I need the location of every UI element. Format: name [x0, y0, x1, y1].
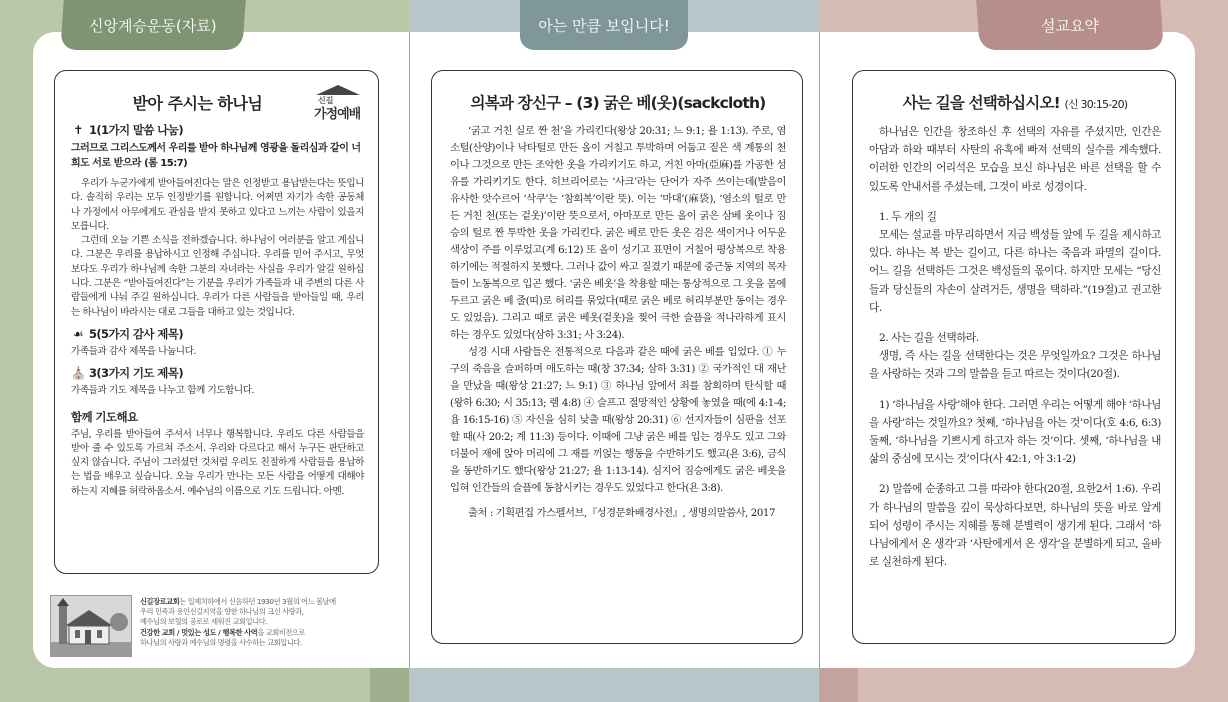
tab-sermon-summary: [976, 0, 1163, 50]
church-line-3: 예수님의 보혈의 공로로 세워진 교회입니다.: [140, 617, 268, 627]
middle-paragraph-2: 성경 시대 사람들은 전통적으로 다음과 같은 때에 굵은 베를 입었다. ① 누구의 죽음을 슬퍼하며 애도하는 때(창 37:34; 삼하 3:31) ② 국가적인 대 재난을 만났을 때(왕상 21:27; 느 9:1) ③ 하나님 앞에서 죄를 참회하며 탄식할 때(왕하 6:30; 시 35:13; 렘 4:8) ④ 슬프고 절망적인 상황에 놓였을 때(에 4:1-4; 욥 16:15-16) ⑤ 자신을 심히 낮출 때(왕상 20:31) ⑥ 선지자들이 심판을 선포할 때(사 20:2; 계 11:3) 등이다. 이때에 그냥 굵은 베를 입는 경우도 있고 그와 더불어 재에 앉아 머리에 그 재를 끼얹는 행동을 수반하기도 했고(욘 3:6), 금식을 동반하기도 했다(왕상 21:27; 욜 1:13-14). 심지어 짐승에게도 굵은 베옷을 입혀 인간들의 슬픔에 동참시키는 경우도 있었다고 한다(욘 3:8).: [450, 346, 786, 494]
right-heading-1: 1. 두 개의 길: [879, 210, 937, 223]
section-prayer-title: 3(3가지 기도 제목): [89, 366, 183, 381]
tab-label-left: 신앙계승운동(자료): [89, 16, 217, 35]
left-paragraph-1: 우리가 누군가에게 받아들여진다는 말은 인정받고 용납받는다는 뜻입니다. 솔직히 우리는 모두 인정받기를 원합니다. 어쩌면 자기가 속한 공동체나 가정에서 아무에게도 관심을 받지 못하고 있다고 느끼는 사람이 있을지 모릅니다.: [71, 178, 364, 232]
right-paragraph-4: 2) 말씀에 순종하고 그를 따라야 한다(20절, 요한2서 1:6). 우리가 하나님의 말씀을 깊이 묵상하다보면, 하나님의 뜻을 바로 알게 되어 성령이 주시는 지혜를 통해 분별력이 생기게 된다. 그래서 ‘하나님에게서 온 생각’과 ‘사탄에게서 온 생각’을 분별하게 되고, 올바로 실천하게 된다.: [869, 483, 1161, 569]
right-title-reference: (신 30:15-20): [1064, 98, 1128, 111]
right-title-wrap: [869, 91, 1161, 113]
left-title: 받아 주시는 하나님: [132, 94, 263, 113]
section-prayer: [71, 365, 364, 381]
prayer-together-text: 주님, 우리를 받아들여 주셔서 너무나 행복합니다. 우리도 다른 사람들을 받아 줄 수 있도록 가르쳐 주소서. 우리와 다르다고 해서 누구든 판단하고 싶지 않습니다. 주님이 그러셨던 것처럼 우리도 친절하게 사람들을 용납하는 법을 배우고 싶습니다. 오늘 우리가 만나는 모든 사람을 어떻게 대해야 하는지 지혜를 허락하옵소서. 예수님의 이름으로 기도 드립니다. 아멘.: [71, 428, 364, 497]
roof-icon: [316, 85, 360, 95]
church-name: 신길장로교회: [140, 597, 180, 606]
left-paragraph-2: 그런데 오늘 기쁜 소식을 전하겠습니다. 하나님이 여러분을 알고 계십니다. 그분은 우리를 용납하시고 인정해 주십니다. 우리를 믿어 주시고, 무엇보다도 우리가 하나님께 속한 그분의 자녀라는 사실을 우리가 알길 원하십니다. 그분은 “받아들여진다”는 기분을 우리가 가족들과 내 주변의 다른 사람들에게 나눠 주길 원하십니다. 우리가 다른 사람들을 받아들일 때, 우리는 하나님이 바라시는 대로 그들을 대하고 있는 것입니다.: [71, 235, 364, 318]
section-thanks: [71, 326, 364, 342]
logo-bottom-text: 가정예배: [314, 107, 361, 122]
right-intro: 하나님은 인간을 창조하신 후 선택의 자유를 주셨지만, 인간은 아담과 하와 때부터 사탄의 유혹에 빠져 선택의 실수를 계속했다. 이러한 인간의 어리석은 모습을 보신 하나님은 바른 선택을 할 수 있도록 안내서를 주셨는데, 그것이 바로 성경이다.: [869, 126, 1161, 193]
right-title: 사는 길을 선택하십시오!: [902, 94, 1060, 112]
church-line-2: 우리 민족과 용인신길지역을 향한 하나님의 크신 사랑과,: [140, 607, 304, 617]
bible-icon: ✝: [73, 123, 83, 137]
church-info: [50, 595, 380, 657]
church-photo: [50, 595, 132, 657]
church-line-4: 을 교회비전으로: [257, 627, 306, 637]
tab-know-more: [520, 0, 688, 50]
tab-label-right: 설교요약: [1041, 16, 1099, 35]
right-heading-2: 2. 사는 길을 선택하라.: [879, 332, 979, 345]
bottom-strip-right: [819, 668, 858, 702]
church-vision: 건강한 교회 / 멋있는 성도 / 행복한 사역: [140, 627, 258, 637]
middle-paragraph-1: ‘굵고 거친 실로 짠 천’을 가리킨다(왕상 20:31; 느 9:1; 욜 1:13). 주로, 염소털(산양)이나 낙타털로 만든 올이 거칠고 투박하며 어둡고 짙은 색 계통의 천이나 그것으로 만든 조악한 옷을 가리키기도 하고, 거친 아마(亞麻)를 가공한 섬유를 가리키기도 한다. 히브리어로는 ‘사크’라는 단어가 자주 쓰이는데(발음이 유사한 앗수르어 ‘삭쿠’는 ‘참회복’이란 뜻). 이는 ‘마대’(麻袋), ‘염소의 털로 만든 거친 천(또는 겉옷)’이란 뜻으로서, 아마포로 만든 올이 굵은 삼베 옷이나 짐승의 털로 짠 투박한 옷을 가리킨다. 굵은 베로 만든 옷은 검은 색이거나 어두운 색상이 주를 이루었고(계 6:12) 또 올이 성기고 표면이 거칠어 평상복으로 착용하기에는 적절하지 못했다. 그러나 값이 싸고 질겼기 때문에 중근동 지역의 목자들이 노동복으로 입곤 했다. ‘굵은 베옷’을 착용할 때는 통상적으로 그 옷을 몸에 두르고 굵은 베 줄(띠)로 허리를 묶었다(때로 굵은 베로 허리부분만 동이는 경우도 있었음). 그리고 때로 굵은 베옷(겉옷)을 찢어 극한 슬픔을 적나라하게 표시하는 경우도 있었다(삼하 3:31; 사 3:24).: [450, 125, 786, 341]
thanks-text: 가족들과 감사 제목을 나눕니다.: [71, 345, 197, 357]
section-word-title: 1(1가지 말씀 나눔): [89, 123, 183, 137]
bible-culture-box: [431, 70, 803, 644]
tab-faith-heritage: [60, 0, 245, 50]
church-building-icon: [51, 596, 131, 656]
prayer-together-heading: [71, 409, 364, 425]
prayer-together-title: 함께 기도해요: [71, 409, 138, 424]
section-thanks-title: 5(5가지 감사 제목): [89, 326, 183, 341]
prayer-topics-text: 가족들과 기도 제목을 나누고 함께 기도합니다.: [71, 385, 255, 397]
hands-icon: ☙: [72, 326, 84, 341]
logo-top-text: 신길: [318, 96, 334, 105]
church-line-1: 는 일제치하에서 신음하던 1930년 3월의 어느 봄날에: [179, 597, 336, 606]
tab-label-middle: 아는 만큼 보입니다!: [538, 16, 670, 35]
church-description: [140, 597, 380, 648]
middle-source: 출처 : 기획편집 가스펠서브,『성경문화배경사전』, 생명의말씀사, 2017: [468, 507, 776, 519]
bottom-strip-left: [370, 668, 409, 702]
right-paragraph-1: 모세는 설교를 마무리하면서 지금 백성들 앞에 두 길을 제시하고 있다. 하나는 복 받는 길이고, 다른 하나는 죽음과 파멸의 길이다. 어느 길을 선택하든 그것은 백성들의 몫이다. 하지만 모세는 “당신들과 당신들의 자손이 살려거든, 생명을 택하라.”(19절)고 권고한다.: [869, 229, 1161, 314]
right-paragraph-2: 생명, 즉 사는 길을 선택한다는 것은 무엇일까요? 그것은 하나님을 사랑하는 것과 그의 말씀을 듣고 따르는 것이다(20절).: [869, 350, 1161, 381]
section-word: [71, 122, 364, 138]
sermon-summary-box: [852, 70, 1176, 644]
family-worship-box: [54, 70, 379, 574]
column-divider-right: [819, 32, 820, 668]
scripture-verse: 그러므로 그리스도께서 우리를 받아 하나님께 영광을 돌리심과 같이 너희도 서로 받으라 (롬 15:7): [71, 143, 361, 169]
column-divider-left: [409, 32, 410, 668]
right-paragraph-3: 1) ‘하나님을 사랑’해야 한다. 그러면 우리는 어떻게 해야 ‘하나님을 사랑’하는 것일까요? 첫째, ‘하나님을 아는 것’이다(호 4:6, 6:3) 둘째, ‘하나님을 기쁘시게 하고자 하는 것’이다. 셋째, ‘하나님을 내 삶의 중심에 모시는 것’이다(사 42:1, 아 3:1-2): [869, 398, 1161, 466]
middle-title: 의복과 장신구 – (3) 굵은 베(옷)(sackcloth): [470, 94, 766, 112]
family-worship-logo: [312, 85, 364, 121]
praying-icon: ⛪: [71, 366, 86, 381]
church-line-5: 하나님의 사랑과 예수님의 명령을 사수하는 교회입니다.: [140, 637, 302, 647]
